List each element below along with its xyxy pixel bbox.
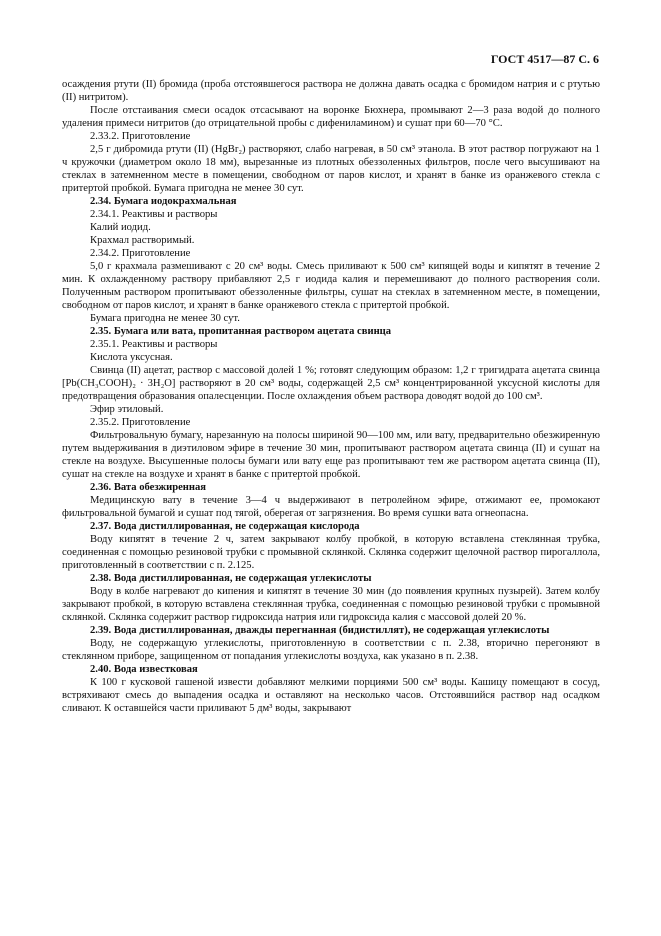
section-heading: 2.39. Вода дистиллированная, дважды перегнанная (бидистиллят), не содержащая углекислоты — [90, 625, 550, 636]
paragraph: Кислота уксусная. — [90, 352, 173, 363]
paragraph: Бумага пригодна не менее 30 сут. — [90, 313, 240, 324]
page-header: ГОСТ 4517—87 С. 6 — [490, 52, 599, 66]
paragraph: Крахмал растворимый. — [90, 235, 195, 246]
section-heading: 2.38. Вода дистиллированная, не содержащая углекислоты — [90, 573, 372, 584]
paragraph: После отстаивания смеси осадок отсасывают на воронке Бюхнера, промывают 2—3 раза водой до полного удаления примеси нитритов (до отрицательной пробы с дифениламином) и сушат при 60—70 °С. — [62, 105, 600, 129]
paragraph: 2.35.2. Приготовление — [90, 417, 191, 428]
section-heading: 2.36. Вата обезжиренная — [90, 482, 207, 493]
paragraph: Воду, не содержащую углекислоты, приготовленную в соответствии с п. 2.38, вторично перегоняют в стеклянном приборе, защищенном от попадания углекислоты воздуха, как указано в п. 2.38. — [62, 638, 600, 662]
paragraph: Медицинскую вату в течение 3—4 ч выдерживают в петролейном эфире, отжимают ее, промокают фильтровальной бумагой и сушат под тягой, оберегая от загрязнения. Во время сушки вата огнеопасна. — [62, 495, 600, 519]
paragraph: 2.34.2. Приготовление — [90, 248, 191, 259]
paragraph: осаждения ртути (II) бромида (проба отстоявшегося раствора не должна давать осадка с бромидом натрия и с ртутью (II) нитритом). — [62, 79, 600, 103]
paragraph: 5,0 г крахмала размешивают с 20 см³ воды. Смесь приливают к 500 см³ кипящей воды и кипятят в течение 2 мин. К охлажденному раствору прибавляют 2,5 г иодида калия и перемешивают до полного растворения соли. Полученным раствором пропитывают обеззоленные фильтры, сушат на стеклах в затемненном месте, в помещении, свободном от паров кислот, и хранят в банке оранжевого стекла с притертой пробкой. — [62, 261, 600, 311]
paragraph: Воду в колбе нагревают до кипения и кипятят в течение 30 мин (до появления крупных пузырей). Затем колбу закрывают пробкой, в которую вставлена стеклянная трубка, соединенная с помощью резиновой трубки с промывной склянкой. Склянка содержит раствор гидроксида натрия или гидроксида калия с массовой долей 20 %. — [62, 586, 600, 623]
paragraph: 2.34.1. Реактивы и растворы — [90, 209, 218, 220]
section-heading: 2.35. Бумага или вата, пропитанная раствором ацетата свинца — [90, 326, 392, 337]
paragraph: Фильтровальную бумагу, нарезанную на полосы шириной 90—100 мм, или вату, предварительно обезжиренную путем выдерживания в диэтиловом эфире в течение 30 мин, пропитывают раствором ацетата свинца (II) и сушат на стекле на воздухе. Высушенные полосы бумаги или вату еще раз пропитывают тем же раствором ацетата свинца (II), сушат на стекле на воздухе и хранят в банке с притертой пробкой. — [62, 430, 600, 480]
paragraph: 2.35.1. Реактивы и растворы — [90, 339, 218, 350]
paragraph: Воду кипятят в течение 2 ч, затем закрывают колбу пробкой, в которую вставлена стеклянная трубка, соединенная с помощью резиновой трубки с промывной склянкой. Склянка содержит щелочной раствор пирогаллола, приготовленный в соответствии с п. 2.125. — [62, 534, 600, 571]
paragraph: Свинца (II) ацетат, раствор с массовой долей 1 %; готовят следующим образом: 1,2 г тригидрата ацетата свинца [Pb(CH₃COOH)₂ · 3H₂O] растворяют в 20 см³ воды, содержащей 2,5 см³ концентрированной уксусной кислоты для предотвращения образования опалесценции. После охлаждения объем раствора доводят водой до 100 см³. — [62, 365, 600, 402]
section-heading: 2.37. Вода дистиллированная, не содержащая кислорода — [90, 521, 360, 532]
section-heading: 2.34. Бумага иодокрахмальная — [90, 196, 237, 207]
paragraph: Калий иодид. — [90, 222, 151, 233]
paragraph: К 100 г кусковой гашеной извести добавляют мелкими порциями 500 см³ воды. Кашицу помещают в сосуд, встряхивают смесь до выпадения осадка и оставляют на несколько часов. Отстоявшийся раствор над осадком сливают. К оставшейся части приливают 5 дм³ воды, закрывают — [62, 677, 600, 714]
paragraph: 2.33.2. Приготовление — [90, 131, 191, 142]
paragraph: 2,5 г дибромида ртути (II) (HgBr₂) растворяют, слабо нагревая, в 50 см³ этанола. В этот раствор погружают на 1 ч кружочки (диаметром около 18 мм), вырезанные из плотных обеззоленных фильтров, после чего высушивают на стеклах в затемненном месте в помещении, свободном от паров кислот, и хранят в банке из оранжевого стекла с притертой пробкой. Бумага пригодна не менее 30 сут. — [62, 144, 600, 194]
document-body — [62, 78, 600, 715]
paragraph: Эфир этиловый. — [90, 404, 164, 415]
section-heading: 2.40. Вода известковая — [90, 664, 198, 675]
